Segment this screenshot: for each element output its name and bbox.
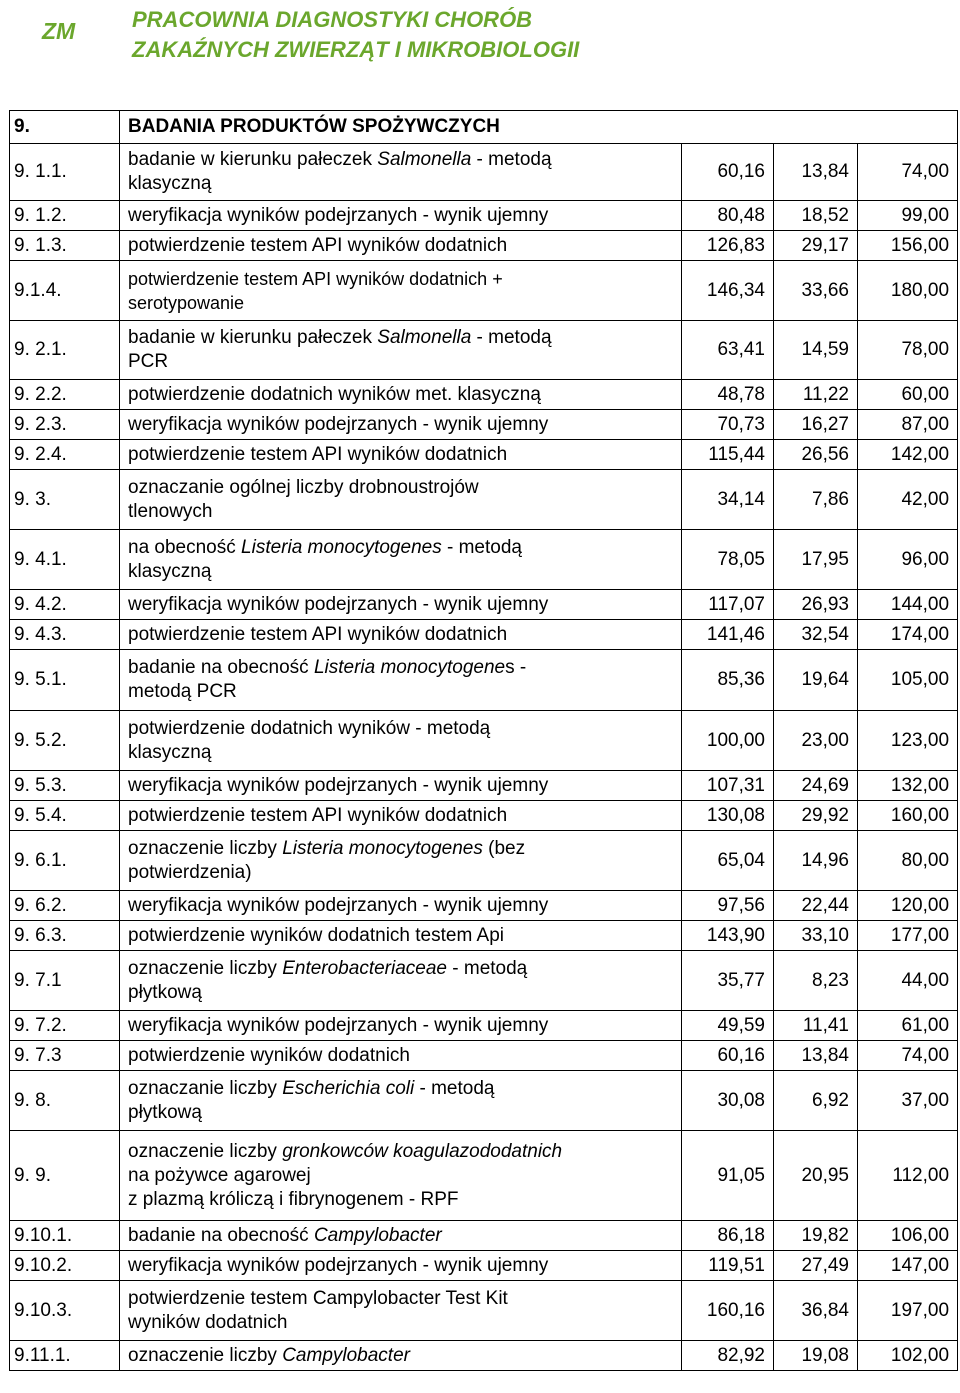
vat-amount: 32,54 (774, 620, 858, 650)
table-row (10, 440, 958, 470)
description-text: - metodą płytkową (128, 1077, 495, 1123)
net-price: 107,31 (682, 771, 774, 801)
table-row (10, 261, 958, 321)
description-text: potwierdzenie testem API wyników dodatnich (128, 234, 508, 256)
gross-price: 132,00 (858, 771, 958, 801)
description-text: na obecność (128, 536, 242, 558)
vat-amount: 24,69 (774, 771, 858, 801)
service-code: 9. 1.3. (10, 231, 120, 261)
service-code: 9. 8. (10, 1071, 120, 1131)
gross-price: 142,00 (858, 440, 958, 470)
service-code: 9. 2.1. (10, 321, 120, 380)
service-code: 9.10.3. (10, 1281, 120, 1341)
vat-amount: 26,93 (774, 590, 858, 620)
vat-amount: 33,66 (774, 261, 858, 321)
table-row (10, 144, 958, 201)
table-row (10, 321, 958, 380)
service-description (120, 201, 682, 231)
vat-amount: 29,17 (774, 231, 858, 261)
gross-price: 80,00 (858, 831, 958, 891)
service-code: 9. 1.2. (10, 201, 120, 231)
net-price: 35,77 (682, 951, 774, 1011)
service-code: 9.10.2. (10, 1251, 120, 1281)
organism-name: Campylobacter (313, 1224, 442, 1246)
description-text: oznaczanie liczby (128, 1077, 283, 1099)
gross-price: 42,00 (858, 470, 958, 530)
description-text: (bez potwierdzenia) (128, 837, 526, 883)
description-text: - metodą płytkową (128, 957, 528, 1003)
table-row (10, 410, 958, 440)
organism-name: Salmonella (377, 149, 472, 170)
description-text: weryfikacja wyników podejrzanych - wynik ujemny (128, 413, 549, 435)
description-text: potwierdzenie testem API wyników dodatnich + serotypowanie (128, 268, 503, 313)
gross-price: 105,00 (858, 650, 958, 711)
vat-amount: 20,95 (774, 1131, 858, 1221)
description-text: oznaczenie liczby (128, 1140, 283, 1162)
description-text: badanie na obecność (128, 657, 314, 678)
table-row (10, 831, 958, 891)
table-row (10, 201, 958, 231)
service-code: 9.10.1. (10, 1221, 120, 1251)
table-row (10, 951, 958, 1011)
description-text: badanie na obecność (128, 1224, 314, 1246)
vat-amount: 26,56 (774, 440, 858, 470)
service-code: 9. 6.3. (10, 921, 120, 951)
vat-amount: 11,41 (774, 1011, 858, 1041)
gross-price: 144,00 (858, 590, 958, 620)
vat-amount: 17,95 (774, 530, 858, 590)
net-price: 30,08 (682, 1071, 774, 1131)
service-description (120, 144, 682, 201)
gross-price: 37,00 (858, 1071, 958, 1131)
service-code: 9. 2.4. (10, 440, 120, 470)
service-description (120, 711, 682, 771)
net-price: 91,05 (682, 1131, 774, 1221)
gross-price: 120,00 (858, 891, 958, 921)
service-description (120, 620, 682, 650)
description-text: weryfikacja wyników podejrzanych - wynik ujemny (128, 774, 549, 796)
gross-price: 78,00 (858, 321, 958, 380)
net-price: 65,04 (682, 831, 774, 891)
net-price: 115,44 (682, 440, 774, 470)
description-text: oznaczenie liczby (128, 1344, 283, 1366)
service-code: 9. 7.1 (10, 951, 120, 1011)
net-price: 49,59 (682, 1011, 774, 1041)
description-text: potwierdzenie dodatnich wyników - metodą klasyczną (128, 717, 491, 763)
gross-price: 160,00 (858, 801, 958, 831)
lab-logo: ZM (42, 18, 76, 44)
vat-amount: 11,22 (774, 380, 858, 410)
section-title: BADANIA PRODUKTÓW SPOŻYWCZYCH (120, 111, 958, 144)
service-code: 9. 5.3. (10, 771, 120, 801)
service-description (120, 590, 682, 620)
gross-price: 74,00 (858, 144, 958, 201)
description-text: weryfikacja wyników podejrzanych - wynik ujemny (128, 1254, 549, 1276)
service-description (120, 650, 682, 711)
table-row (10, 1131, 958, 1221)
vat-amount: 14,96 (774, 831, 858, 891)
service-description (120, 921, 682, 951)
description-text: weryfikacja wyników podejrzanych - wynik ujemny (128, 593, 549, 615)
gross-price: 74,00 (858, 1041, 958, 1071)
table-row (10, 530, 958, 590)
net-price: 100,00 (682, 711, 774, 771)
vat-amount: 16,27 (774, 410, 858, 440)
gross-price: 44,00 (858, 951, 958, 1011)
service-description (120, 261, 682, 321)
net-price: 60,16 (682, 1041, 774, 1071)
service-code: 9. 4.1. (10, 530, 120, 590)
service-description (120, 380, 682, 410)
page-header (0, 0, 960, 110)
table-row (10, 1251, 958, 1281)
service-description (120, 1011, 682, 1041)
service-code: 9. 7.3 (10, 1041, 120, 1071)
table-row (10, 771, 958, 801)
gross-price: 177,00 (858, 921, 958, 951)
table-row (10, 1011, 958, 1041)
gross-price: 87,00 (858, 410, 958, 440)
vat-amount: 19,08 (774, 1341, 858, 1371)
net-price: 85,36 (682, 650, 774, 711)
description-text: - metodą klasyczną (128, 536, 522, 582)
lab-title-line-2: ZAKAŹNYCH ZWIERZĄT I MIKROBIOLOGII (132, 37, 580, 62)
table-row (10, 470, 958, 530)
description-text: potwierdzenie wyników dodatnich testem Api (128, 924, 504, 946)
service-description (120, 231, 682, 261)
description-text: oznaczanie ogólnej liczby drobnoustrojów tlenowych (128, 476, 479, 522)
service-code: 9. 4.2. (10, 590, 120, 620)
net-price: 63,41 (682, 321, 774, 380)
service-code: 9. 4.3. (10, 620, 120, 650)
service-code: 9. 6.2. (10, 891, 120, 921)
service-description (120, 470, 682, 530)
table-row (10, 1281, 958, 1341)
organism-name: gronkowców koagulazododatnich (282, 1140, 563, 1162)
vat-amount: 13,84 (774, 1041, 858, 1071)
lab-title (132, 5, 579, 65)
lab-title-line-1: PRACOWNIA DIAGNOSTYKI CHORÓB (132, 7, 533, 32)
organism-name: Enterobacteriaceae (282, 957, 447, 979)
gross-price: 112,00 (858, 1131, 958, 1221)
gross-price: 61,00 (858, 1011, 958, 1041)
gross-price: 180,00 (858, 261, 958, 321)
net-price: 80,48 (682, 201, 774, 231)
vat-amount: 19,82 (774, 1221, 858, 1251)
organism-name: Listeria monocytogenes (282, 837, 483, 859)
vat-amount: 6,92 (774, 1071, 858, 1131)
description-text: oznaczenie liczby (128, 957, 283, 979)
table-row (10, 380, 958, 410)
service-description (120, 530, 682, 590)
organism-name: Escherichia coli (282, 1077, 415, 1099)
description-text: weryfikacja wyników podejrzanych - wynik ujemny (128, 204, 549, 226)
section-header-row (10, 111, 958, 144)
net-price: 119,51 (682, 1251, 774, 1281)
net-price: 130,08 (682, 801, 774, 831)
table-row (10, 620, 958, 650)
service-description (120, 1041, 682, 1071)
organism-name: Listeria monocytogenes (241, 536, 442, 558)
vat-amount: 13,84 (774, 144, 858, 201)
service-description (120, 831, 682, 891)
net-price: 60,16 (682, 144, 774, 201)
vat-amount: 8,23 (774, 951, 858, 1011)
vat-amount: 23,00 (774, 711, 858, 771)
service-code: 9. 6.1. (10, 831, 120, 891)
table-row (10, 1341, 958, 1371)
vat-amount: 36,84 (774, 1281, 858, 1341)
section-code: 9. (10, 111, 120, 144)
service-code: 9. 7.2. (10, 1011, 120, 1041)
vat-amount: 22,44 (774, 891, 858, 921)
net-price: 126,83 (682, 231, 774, 261)
net-price: 146,34 (682, 261, 774, 321)
description-text: potwierdzenie testem API wyników dodatnich (128, 623, 508, 645)
description-text: potwierdzenie testem Campylobacter Test Kit wyników dodatnich (128, 1287, 508, 1333)
description-text: potwierdzenie dodatnich wyników met. klasyczną (128, 383, 541, 405)
description-text: badanie w kierunku pałeczek (128, 149, 378, 170)
net-price: 86,18 (682, 1221, 774, 1251)
service-description (120, 1281, 682, 1341)
service-description (120, 1341, 682, 1371)
net-price: 82,92 (682, 1341, 774, 1371)
table-row (10, 231, 958, 261)
service-code: 9. 2.2. (10, 380, 120, 410)
gross-price: 102,00 (858, 1341, 958, 1371)
service-description (120, 1131, 682, 1221)
table-row (10, 1221, 958, 1251)
service-code: 9. 5.4. (10, 801, 120, 831)
service-code: 9.1.4. (10, 261, 120, 321)
service-code: 9. 3. (10, 470, 120, 530)
table-row (10, 921, 958, 951)
table-row (10, 801, 958, 831)
gross-price: 174,00 (858, 620, 958, 650)
service-description (120, 1221, 682, 1251)
net-price: 78,05 (682, 530, 774, 590)
vat-amount: 29,92 (774, 801, 858, 831)
gross-price: 156,00 (858, 231, 958, 261)
service-description (120, 801, 682, 831)
service-description (120, 321, 682, 380)
service-description (120, 410, 682, 440)
service-description (120, 891, 682, 921)
description-text: potwierdzenie wyników dodatnich (128, 1044, 410, 1066)
gross-price: 106,00 (858, 1221, 958, 1251)
service-code: 9. 1.1. (10, 144, 120, 201)
service-code: 9. 5.2. (10, 711, 120, 771)
vat-amount: 14,59 (774, 321, 858, 380)
net-price: 141,46 (682, 620, 774, 650)
service-description (120, 1071, 682, 1131)
service-description (120, 771, 682, 801)
description-text: potwierdzenie testem API wyników dodatnich (128, 443, 508, 465)
organism-name: Salmonella (377, 327, 472, 348)
table-row (10, 711, 958, 771)
description-text: na pożywce agarowej z plazmą króliczą i fibrynogenem - RPF (128, 1164, 459, 1210)
gross-price: 197,00 (858, 1281, 958, 1341)
price-table (9, 110, 958, 1371)
service-code: 9. 9. (10, 1131, 120, 1221)
net-price: 48,78 (682, 380, 774, 410)
description-text: weryfikacja wyników podejrzanych - wynik ujemny (128, 894, 549, 916)
table-row (10, 1071, 958, 1131)
description-text: - metodą klasyczną (128, 149, 552, 194)
description-text: - metodą PCR (128, 327, 552, 372)
service-description (120, 440, 682, 470)
service-description (120, 951, 682, 1011)
description-text: s - metodą PCR (128, 657, 527, 702)
organism-name: Campylobacter (282, 1344, 410, 1366)
vat-amount: 19,64 (774, 650, 858, 711)
description-text: oznaczenie liczby (128, 837, 283, 859)
table-row (10, 590, 958, 620)
net-price: 143,90 (682, 921, 774, 951)
gross-price: 99,00 (858, 201, 958, 231)
vat-amount: 18,52 (774, 201, 858, 231)
net-price: 117,07 (682, 590, 774, 620)
service-code: 9. 5.1. (10, 650, 120, 711)
service-description (120, 1251, 682, 1281)
net-price: 160,16 (682, 1281, 774, 1341)
table-row (10, 650, 958, 711)
vat-amount: 7,86 (774, 470, 858, 530)
gross-price: 123,00 (858, 711, 958, 771)
description-text: badanie w kierunku pałeczek (128, 327, 378, 348)
description-text: weryfikacja wyników podejrzanych - wynik ujemny (128, 1014, 549, 1036)
vat-amount: 33,10 (774, 921, 858, 951)
net-price: 70,73 (682, 410, 774, 440)
service-code: 9. 2.3. (10, 410, 120, 440)
net-price: 34,14 (682, 470, 774, 530)
gross-price: 147,00 (858, 1251, 958, 1281)
vat-amount: 27,49 (774, 1251, 858, 1281)
net-price: 97,56 (682, 891, 774, 921)
table-row (10, 891, 958, 921)
gross-price: 60,00 (858, 380, 958, 410)
description-text: potwierdzenie testem API wyników dodatnich (128, 804, 508, 826)
organism-name: Listeria monocytogene (313, 657, 506, 678)
table-row (10, 1041, 958, 1071)
gross-price: 96,00 (858, 530, 958, 590)
service-code: 9.11.1. (10, 1341, 120, 1371)
